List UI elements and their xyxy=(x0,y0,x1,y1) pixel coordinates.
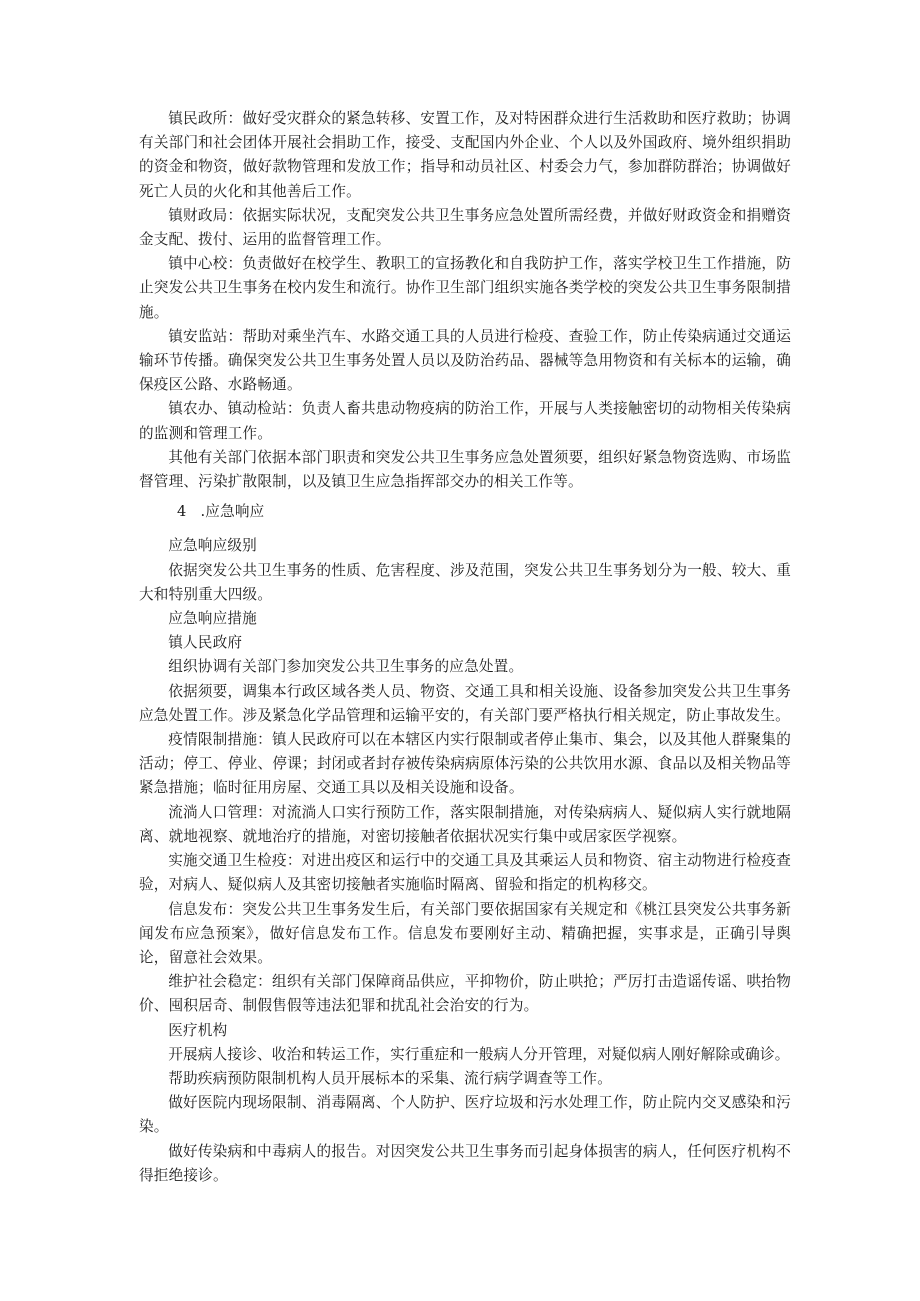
paragraph-gov-coordinate: 组织协调有关部门参加突发公共卫生事务的应急处置。 xyxy=(168,658,524,676)
paragraph-medical-infection-control: 做好医院内现场限制、消毒隔离、个人防护、医疗垃圾和污水处理工作，防止院内交叉感染和污染。 xyxy=(139,1094,791,1136)
section-heading xyxy=(139,500,791,524)
paragraph-gov-mobilize: 依据须要，调集本行政区域各类人员、物资、交通工具和相关设施、设备参加突发公共卫生事务应急处置工作。涉及紧急化学品管理和运输平安的，有关部门要严格执行相关规定，防止事故发生。 xyxy=(139,682,791,724)
paragraph-gov-epidemic-control: 疫情限制措施：镇人民政府可以在本辖区内实行限制或者停止集市、集会，以及其他人群聚集的活动；停工、停业、停课；封闭或者封存被传染病病原体污染的公共饮用水源、食品以及相关物品等紧急措施；临时征用房屋、交通工具以及相关设施和设备。 xyxy=(139,731,791,797)
paragraph-safety-station: 镇安监站：帮助对乘坐汽车、水路交通工具的人员进行检疫、查验工作，防止传染病通过交通运输环节传播。确保突发公共卫生事务处置人员以及防治药品、器械等急用物资和有关标本的运输，确保疫区公路、水路畅通。 xyxy=(139,327,791,394)
subheading-medical-institutions: 医疗机构 xyxy=(168,1021,228,1039)
subheading-town-government: 镇人民政府 xyxy=(168,634,243,652)
paragraph-medical-reporting: 做好传染病和中毒病人的报告。对因突发公共卫生事务而引起身体损害的病人，任何医疗机构不得拒绝接诊。 xyxy=(139,1142,791,1184)
paragraph-medical-admission: 开展病人接诊、收治和转运工作，实行重症和一般病人分开管理，对疑似病人刚好解除或确诊。 xyxy=(168,1045,790,1063)
document-page xyxy=(139,107,791,1188)
subheading-response-level: 应急响应级别 xyxy=(168,537,257,555)
paragraph-medical-sampling: 帮助疾病预防限制机构人员开展标本的采集、流行病学调查等工作。 xyxy=(168,1069,613,1087)
paragraph-finance: 镇财政局：依据实际状况，支配突发公共卫生事务应急处置所需经费，并做好财政资金和捐赠资金支配、拨付、运用的监督管理工作。 xyxy=(139,206,791,249)
paragraph-response-level: 依据突发公共卫生事务的性质、危害程度、涉及范围，突发公共卫生事务划分为一般、较大、重大和特别重大四级。 xyxy=(139,561,791,603)
paragraph-gov-information-release: 信息发布：突发公共卫生事务发生后，有关部门要依据国家有关规定和《桃江县突发公共事务新闻发布应急预案》，做好信息发布工作。信息发布要刚好主动、精确把握，实事求是，正确引导舆论，留意社会效果。 xyxy=(139,900,791,966)
subheading-response-measures: 应急响应措施 xyxy=(168,610,257,628)
paragraph-civil-affairs: 镇民政所：做好受灾群众的紧急转移、安置工作，及对特困群众进行生活救助和医疗救助；协调有关部门和社会团体开展社会捐助工作，接受、支配国内外企业、个人以及外国政府、境外组织捐助的资金和物资，做好款物管理和发放工作；指导和动员社区、村委会力气，参加群防群治；协调做好死亡人员的火化和其他善后工作。 xyxy=(139,110,791,200)
paragraph-gov-social-stability: 维护社会稳定：组织有关部门保障商品供应，平抑物价，防止哄抢；严厉打击造谣传谣、哄抬物价、囤积居奇、制假售假等违法犯罪和扰乱社会治安的行为。 xyxy=(139,973,791,1015)
section-title: .应急响应 xyxy=(200,503,265,521)
paragraph-school: 镇中心校：负责做好在校学生、教职工的宣扬教化和自我防护工作，落实学校卫生工作措施，防止突发公共卫生事务在校内发生和流行。协作卫生部门组织实施各类学校的突发公共卫生事务限制措施。 xyxy=(139,255,791,321)
paragraph-other-departments: 其他有关部门依据本部门职责和突发公共卫生事务应急处置须要，组织好紧急物资选购、市场监督管理、污染扩散限制，以及镇卫生应急指挥部交办的相关工作等。 xyxy=(139,448,791,491)
paragraph-gov-floating-population: 流淌人口管理：对流淌人口实行预防工作，落实限制措施，对传染病病人、疑似病人实行就地隔离、就地视察、就地治疗的措施，对密切接触者依据状况实行集中或居家医学视察。 xyxy=(139,803,791,845)
paragraph-agriculture: 镇农办、镇动检站：负责人畜共患动物疫病的防治工作，开展与人类接触密切的动物相关传染病的监测和管理工作。 xyxy=(139,400,791,442)
paragraph-gov-traffic-quarantine: 实施交通卫生检疫：对进出疫区和运行中的交通工具及其乘运人员和物资、宿主动物进行检疫查验，对病人、疑似病人及其密切接触者实施临时隔离、留验和指定的机构移交。 xyxy=(139,852,791,894)
section-number: 4 xyxy=(176,503,187,521)
